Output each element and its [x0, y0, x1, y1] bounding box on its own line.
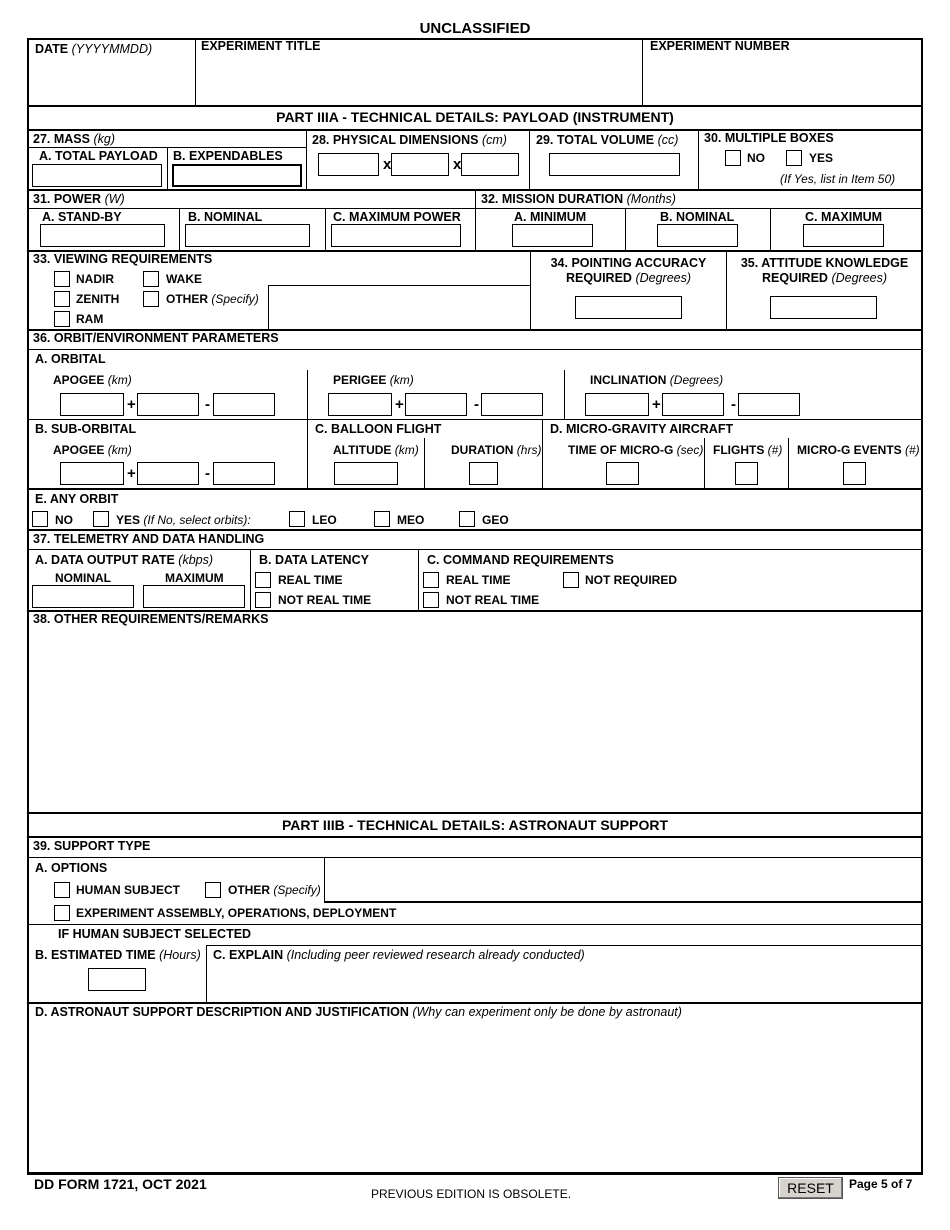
divider: [788, 438, 789, 489]
divider: [167, 147, 168, 189]
duration-label: DURATION (hrs): [451, 443, 542, 457]
duration-minimum-input[interactable]: [512, 224, 593, 247]
leo-checkbox[interactable]: [289, 511, 305, 527]
divider: [206, 945, 922, 946]
meo-label: MEO: [397, 513, 425, 527]
part3a-title: PART IIIA - TECHNICAL DETAILS: PAYLOAD (INSTRUMENT): [276, 109, 674, 125]
total-payload-label: A. TOTAL PAYLOAD: [39, 149, 158, 163]
sub-orbital-apogee-plus-input[interactable]: [137, 462, 199, 485]
date-label: DATE (YYYYMMDD): [35, 42, 153, 56]
orbital-perigee-plus-input[interactable]: [405, 393, 467, 416]
orbital-apogee-plus-input[interactable]: [137, 393, 199, 416]
astronaut-support-description-input[interactable]: [32, 1022, 918, 1168]
orbital-apogee-minus-input[interactable]: [213, 393, 275, 416]
orbital-perigee-minus-input[interactable]: [481, 393, 543, 416]
human-subject-label: HUMAN SUBJECT: [76, 883, 181, 897]
telemetry-label: 37. TELEMETRY AND DATA HANDLING: [33, 532, 265, 546]
orbital-inclination-minus-input[interactable]: [738, 393, 800, 416]
divider: [28, 812, 922, 814]
duration-maximum-input[interactable]: [803, 224, 884, 247]
any-orbit-yes-checkbox[interactable]: [93, 511, 109, 527]
inclination-label: INCLINATION (Degrees): [590, 373, 724, 387]
options-label: A. OPTIONS: [35, 861, 108, 875]
altitude-label: ALTITUDE (km): [333, 443, 419, 457]
micro-g-events-label: MICRO-G EVENTS (#): [797, 443, 920, 457]
maximum-power-label: C. MAXIMUM POWER: [333, 210, 461, 224]
viewing-requirements-label: 33. VIEWING REQUIREMENTS: [33, 252, 213, 266]
time-micro-g-input[interactable]: [606, 462, 639, 485]
divider: [704, 438, 705, 489]
divider: [28, 924, 922, 925]
if-human-subject-label: IF HUMAN SUBJECT SELECTED: [58, 927, 252, 941]
divider: [324, 858, 325, 902]
flights-input[interactable]: [735, 462, 758, 485]
standby-power-input[interactable]: [40, 224, 165, 247]
divider: [28, 105, 922, 107]
perigee-label: PERIGEE (km): [333, 373, 414, 387]
experiment-number-input[interactable]: [650, 58, 918, 102]
divider: [770, 208, 771, 250]
command-not-required-checkbox[interactable]: [563, 572, 579, 588]
minus-symbol: -: [731, 396, 736, 413]
dimension-height-input[interactable]: [461, 153, 519, 176]
multiple-boxes-no-checkbox[interactable]: [725, 150, 741, 166]
nominal-label: NOMINAL: [55, 571, 111, 585]
mission-duration-label: 32. MISSION DURATION (Months): [481, 192, 676, 206]
no-label: NO: [747, 151, 765, 165]
divider: [625, 208, 626, 250]
latency-real-time-checkbox[interactable]: [255, 572, 271, 588]
dimension-width-input[interactable]: [391, 153, 449, 176]
obsolete-notice: PREVIOUS EDITION IS OBSOLETE.: [371, 1187, 572, 1201]
not-real-time-label: NOT REAL TIME: [446, 593, 540, 607]
command-real-time-checkbox[interactable]: [423, 572, 439, 588]
not-real-time-label: NOT REAL TIME: [278, 593, 372, 607]
orbit-parameters-label: 36. ORBIT/ENVIRONMENT PARAMETERS: [33, 331, 279, 345]
other-specify-input[interactable]: [272, 289, 526, 325]
divider: [564, 370, 565, 420]
explain-label: C. EXPLAIN (Including peer reviewed research already conducted): [213, 948, 585, 962]
human-subject-checkbox[interactable]: [54, 882, 70, 898]
divider: [529, 130, 530, 189]
command-not-real-time-checkbox[interactable]: [423, 592, 439, 608]
astronaut-support-description-label: D. ASTRONAUT SUPPORT DESCRIPTION AND JUSTIFICATION (Why can experiment only be done by astronaut): [35, 1005, 682, 1019]
experiment-title-label: EXPERIMENT TITLE: [201, 39, 321, 53]
balloon-flight-label: C. BALLOON FLIGHT: [315, 422, 442, 436]
reset-button[interactable]: RESET: [778, 1177, 843, 1199]
no-label: NO: [55, 513, 73, 527]
not-required-label: NOT REQUIRED: [585, 573, 678, 587]
other-checkbox[interactable]: [143, 291, 159, 307]
times-symbol: x: [383, 156, 392, 173]
nominal-power-input[interactable]: [185, 224, 310, 247]
total-payload-input[interactable]: [32, 164, 162, 187]
divider: [28, 419, 922, 420]
command-requirements-label: C. COMMAND REQUIREMENTS: [427, 553, 614, 567]
pointing-accuracy-input[interactable]: [575, 296, 682, 319]
orbital-inclination-plus-input[interactable]: [662, 393, 724, 416]
divider: [28, 857, 922, 858]
form-bottom-rule: [27, 1172, 923, 1175]
orbital-inclination-input[interactable]: [585, 393, 649, 416]
estimated-time-input[interactable]: [88, 968, 146, 991]
divider: [642, 39, 643, 106]
divider: [28, 488, 922, 490]
zenith-checkbox[interactable]: [54, 291, 70, 307]
divider: [28, 529, 922, 531]
support-other-label: OTHER (Specify): [228, 883, 321, 897]
explain-input[interactable]: [212, 965, 918, 998]
support-other-checkbox[interactable]: [205, 882, 221, 898]
pointing-accuracy-label: 34. POINTING ACCURACY REQUIRED (Degrees): [550, 256, 707, 285]
any-orbit-no-checkbox[interactable]: [32, 511, 48, 527]
attitude-knowledge-input[interactable]: [770, 296, 877, 319]
sub-orbital-label: B. SUB-ORBITAL: [35, 422, 137, 436]
divider: [28, 208, 922, 209]
data-output-rate-label: A. DATA OUTPUT RATE (kbps): [35, 553, 214, 567]
orbital-label: A. ORBITAL: [35, 352, 106, 366]
minus-symbol: -: [205, 465, 210, 482]
micro-g-events-input[interactable]: [843, 462, 866, 485]
sub-orbital-apogee-minus-input[interactable]: [213, 462, 275, 485]
part3b-title: PART IIIB - TECHNICAL DETAILS: ASTRONAUT SUPPORT: [281, 817, 669, 833]
multiple-boxes-label: 30. MULTIPLE BOXES: [704, 131, 834, 145]
minus-symbol: -: [474, 396, 479, 413]
divider: [250, 550, 251, 610]
divider: [698, 130, 699, 189]
geo-checkbox[interactable]: [459, 511, 475, 527]
sub-orbital-apogee-input[interactable]: [60, 462, 124, 485]
divider: [306, 130, 307, 189]
divider: [475, 190, 476, 250]
total-volume-input[interactable]: [549, 153, 680, 176]
divider: [542, 420, 543, 489]
data-latency-label: B. DATA LATENCY: [259, 553, 369, 567]
apogee-label: APOGEE (km): [53, 373, 132, 387]
form-number: DD FORM 1721, OCT 2021: [34, 1176, 207, 1192]
time-micro-g-label: TIME OF MICRO-G (sec): [568, 443, 704, 457]
duration-maximum-label: C. MAXIMUM: [805, 210, 883, 224]
meo-checkbox[interactable]: [374, 511, 390, 527]
yes-label: YES (If No, select orbits):: [116, 513, 251, 527]
divider: [195, 39, 196, 106]
divider: [307, 370, 308, 420]
any-orbit-label: E. ANY ORBIT: [35, 492, 119, 506]
maximum-label: MAXIMUM: [165, 571, 224, 585]
multiple-boxes-note: (If Yes, list in Item 50): [780, 172, 896, 186]
nadir-checkbox[interactable]: [54, 271, 70, 287]
leo-label: LEO: [312, 513, 337, 527]
ram-label: RAM: [76, 312, 104, 326]
multiple-boxes-yes-checkbox[interactable]: [786, 150, 802, 166]
real-time-label: REAL TIME: [446, 573, 511, 587]
estimated-time-label: B. ESTIMATED TIME (Hours): [35, 948, 201, 962]
latency-not-real-time-checkbox[interactable]: [255, 592, 271, 608]
support-other-specify-input[interactable]: [328, 862, 918, 898]
ram-checkbox[interactable]: [54, 311, 70, 327]
divider: [268, 285, 530, 286]
real-time-label: REAL TIME: [278, 573, 343, 587]
divider: [324, 901, 922, 903]
remarks-input[interactable]: [32, 630, 918, 808]
micro-gravity-label: D. MICRO-GRAVITY AIRCRAFT: [550, 422, 734, 436]
balloon-duration-input[interactable]: [469, 462, 498, 485]
experiment-number-label: EXPERIMENT NUMBER: [650, 39, 790, 53]
zenith-label: ZENITH: [76, 292, 120, 306]
maximum-power-input[interactable]: [331, 224, 461, 247]
divider: [206, 945, 207, 1002]
divider: [325, 208, 326, 250]
duration-nominal-label: B. NOMINAL: [660, 210, 735, 224]
geo-label: GEO: [482, 513, 509, 527]
flights-label: FLIGHTS (#): [713, 443, 783, 457]
physical-dimensions-label: 28. PHYSICAL DIMENSIONS (cm): [312, 133, 507, 147]
experiment-assembly-label: EXPERIMENT ASSEMBLY, OPERATIONS, DEPLOYMENT: [76, 906, 397, 920]
duration-nominal-input[interactable]: [657, 224, 738, 247]
expendables-label: B. EXPENDABLES: [173, 149, 283, 163]
divider: [28, 549, 922, 550]
divider: [28, 1002, 922, 1004]
nadir-label: NADIR: [76, 272, 114, 286]
duration-minimum-label: A. MINIMUM: [514, 210, 587, 224]
date-input[interactable]: [35, 60, 190, 100]
divider: [268, 285, 269, 329]
minus-symbol: -: [205, 396, 210, 413]
total-volume-label: 29. TOTAL VOLUME (cc): [536, 133, 679, 147]
dimension-length-input[interactable]: [318, 153, 379, 176]
standby-label: A. STAND-BY: [42, 210, 122, 224]
wake-label: WAKE: [166, 272, 202, 286]
plus-symbol: +: [395, 396, 404, 413]
orbital-perigee-input[interactable]: [328, 393, 392, 416]
other-label: OTHER (Specify): [166, 292, 259, 306]
expendables-input[interactable]: [172, 164, 302, 187]
experiment-title-input[interactable]: [201, 58, 637, 102]
attitude-knowledge-label: 35. ATTITUDE KNOWLEDGE REQUIRED (Degrees): [740, 256, 909, 285]
plus-symbol: +: [127, 396, 136, 413]
data-rate-nominal-input[interactable]: [32, 585, 134, 608]
wake-checkbox[interactable]: [143, 271, 159, 287]
divider: [179, 208, 180, 250]
apogee-label: APOGEE (km): [53, 443, 132, 457]
classification-banner: UNCLASSIFIED: [419, 20, 531, 37]
power-nominal-label: B. NOMINAL: [188, 210, 263, 224]
power-label: 31. POWER (W): [33, 192, 125, 206]
yes-label: YES: [809, 151, 834, 165]
experiment-assembly-checkbox[interactable]: [54, 905, 70, 921]
support-type-label: 39. SUPPORT TYPE: [33, 839, 151, 853]
balloon-altitude-input[interactable]: [334, 462, 398, 485]
plus-symbol: +: [127, 465, 136, 482]
data-rate-maximum-input[interactable]: [143, 585, 245, 608]
page-number: Page 5 of 7: [849, 1177, 913, 1191]
divider: [28, 349, 922, 350]
divider: [424, 438, 425, 489]
divider: [307, 420, 308, 489]
divider: [28, 836, 922, 838]
divider: [418, 550, 419, 610]
mass-label: 27. MASS (kg): [33, 132, 115, 146]
times-symbol: x: [453, 156, 462, 173]
remarks-label: 38. OTHER REQUIREMENTS/REMARKS: [33, 612, 269, 626]
orbital-apogee-input[interactable]: [60, 393, 124, 416]
plus-symbol: +: [652, 396, 661, 413]
